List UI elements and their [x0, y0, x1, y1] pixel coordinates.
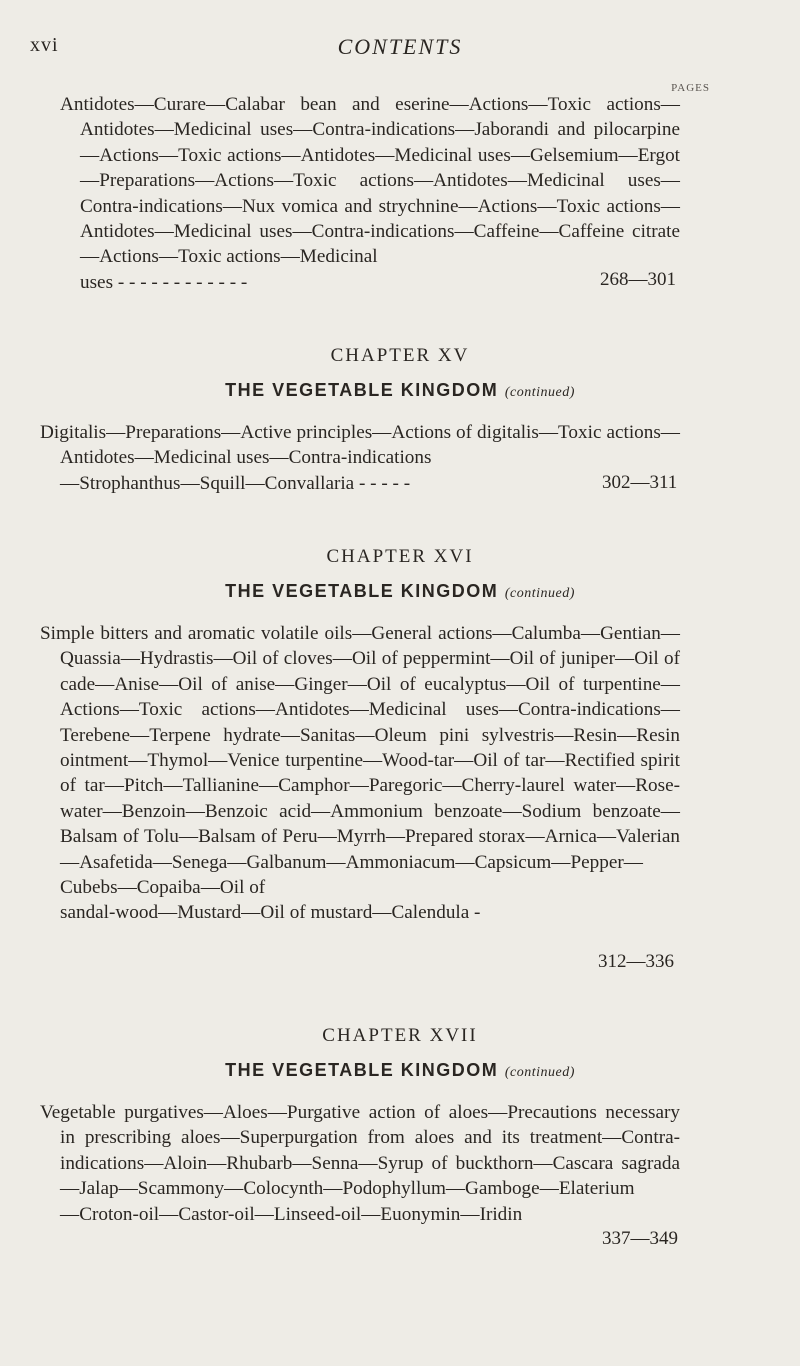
- contents-entry: [40, 420, 680, 496]
- entry-last-line: sandal-wood—Mustard—Oil of mustard—Calendula -: [60, 902, 481, 924]
- contents-entry: [40, 621, 680, 926]
- pages-column-label: PAGES: [671, 82, 710, 94]
- entry-text: Digitalis—Preparations—Active principles—Actions of digitalis—Toxic actions—Antidotes—Medicinal uses—Contra-indications: [40, 422, 680, 469]
- entry-text: Vegetable purgatives—Aloes—Purgative action of aloes—Precautions necessary in prescribing aloes—Superpurgation from aloes and its treatment—Contra-indications—Aloin—Rhubarb—Senna—Syrup of buckthorn—Cascara sagrada—Jalap—Scammony—Colocynth—Podophyllum—Gamboge—Elaterium: [40, 1102, 680, 1200]
- entry-text: Antidotes—Curare—Calabar bean and eserine—Actions—Toxic actions—Antidotes—Medicinal uses—Contra-indications—Jaborandi and pilocarpine—Actions—Toxic actions—Antidotes—Medicinal uses—Gelsemium—Ergot—Preparations—Actions—Toxic actions—Antidotes—Medicinal uses—Contra-indications—Nux vomica and strychnine—Actions—Toxic actions—Antidotes—Medicinal uses—Contra-indications—Caffeine—Caffeine citrate—Actions—Toxic actions—Medicinal: [60, 94, 680, 268]
- section-heading-title: THE VEGETABLE KINGDOM: [225, 1060, 499, 1080]
- section-heading-title: THE VEGETABLE KINGDOM: [225, 380, 499, 400]
- entry-page-range: 302—311: [602, 472, 678, 493]
- contents-entry: [40, 1100, 680, 1227]
- running-title: CONTENTS: [337, 34, 463, 59]
- entry-last-line: —Croton-oil—Castor-oil—Linseed-oil—Euonymin—Iridin: [60, 1203, 523, 1225]
- section-heading: [0, 1060, 800, 1081]
- entry-page-range: 337—349: [602, 1228, 678, 1249]
- section-heading-continued: (continued): [504, 586, 575, 601]
- entry-text: Simple bitters and aromatic volatile oils—General actions—Calumba—Gentian—Quassia—Hydrastis—Oil of cloves—Oil of peppermint—Oil of juniper—Oil of cade—Anise—Oil of anise—Ginger—Oil of eucalyptus—Oil of turpentine—Actions—Toxic actions—Antidotes—Medicinal uses—Contra-indications—Terebene—Terpene hydrate—Sanitas—Oleum pini sylvestris—Resin—Resin ointment—Thymol—Venice turpentine—Wood-tar—Oil of tar—Rectified spirit of tar—Pitch—Tallianine—Camphor—Paregoric—Cherry-laurel water—Rose-water—Benzoin—Benzoic acid—Ammonium benzoate—Sodium benzoate—Balsam of Tolu—Balsam of Peru—Myrrh—Prepared storax—Arnica—Valerian—Asafetida—Senega—Galbanum—Ammoniacum—Capsicum—Pepper—Cubebs—Copaiba—Oil of: [40, 623, 680, 899]
- page-number: xvi: [30, 34, 59, 56]
- section-heading-continued: (continued): [504, 1065, 575, 1080]
- section-heading-continued: (continued): [504, 385, 575, 400]
- chapter-heading: CHAPTER XVI: [326, 546, 474, 567]
- entry-last-line: —Strophanthus—Squill—Convallaria - - - - -: [60, 472, 411, 494]
- chapter-heading: CHAPTER XVII: [322, 1025, 478, 1046]
- running-head: [30, 34, 770, 64]
- entry-page-range: 268—301: [600, 269, 676, 290]
- section-heading: [0, 380, 800, 401]
- contents-entry: [60, 92, 680, 295]
- section-heading-title: THE VEGETABLE KINGDOM: [225, 581, 499, 601]
- section-heading: [0, 581, 800, 602]
- chapter-heading: CHAPTER XV: [330, 345, 470, 366]
- entry-last-line: uses - - - - - - - - - - - -: [80, 271, 248, 293]
- entry-page-range: 312—336: [598, 951, 674, 972]
